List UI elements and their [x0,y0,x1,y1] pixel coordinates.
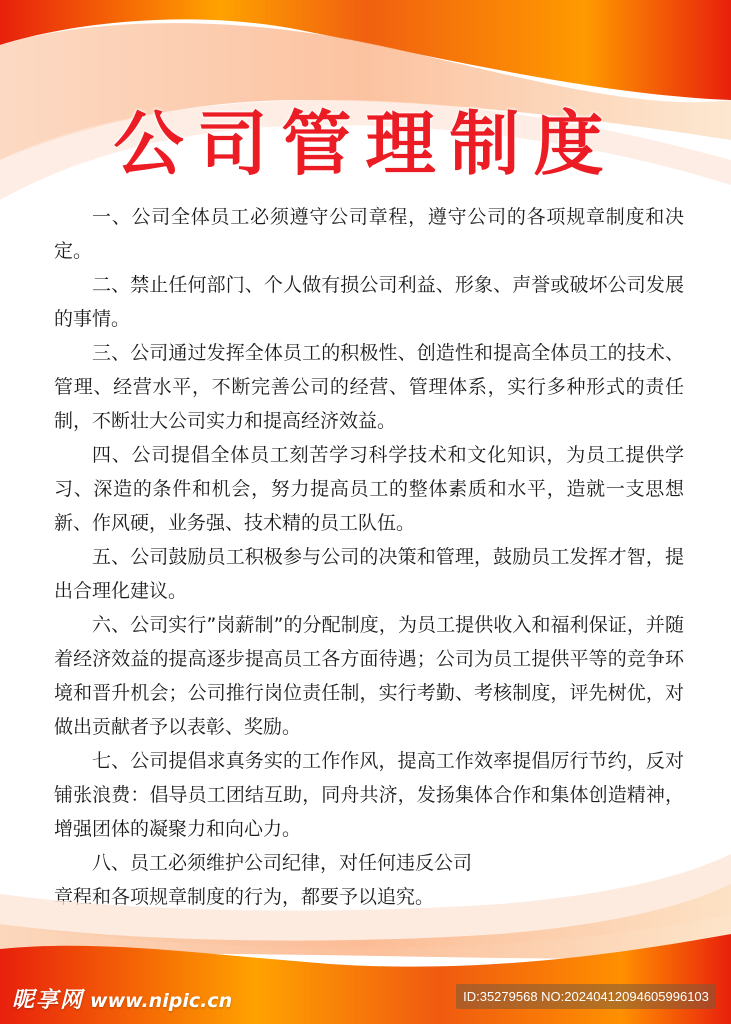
regulations-body [54,200,684,914]
watermark-url: www.nipic.cn [90,990,233,1012]
watermark-logo-text: 昵享网 [12,988,85,1013]
poster-title: 公司管理制度 [113,103,618,185]
regulation-item-6: 六、公司实行”岗薪制”的分配制度，为员工提供收入和福利保证，并随着经济效益的提高逐步提高员工各方面待遇；公司为员工提供平等的竞争环境和晋升机会；公司推行岗位责任制，实行考勤、考核制度，评先树优，对做出贡献者予以表彰、奖励。 [54,614,684,738]
regulation-item-1: 一、公司全体员工必须遵守公司章程，遵守公司的各项规章制度和决定。 [54,206,684,262]
regulation-item-3: 三、公司通过发挥全体员工的积极性、创造性和提高全体员工的技术、管理、经营水平，不断完善公司的经营、管理体系，实行多种形式的责任制，不断壮大公司实力和提高经济效益。 [54,342,684,432]
regulation-item-7: 七、公司提倡求真务实的工作作风，提高工作效率提倡厉行节约，反对铺张浪费：倡导员工团结互助，同舟共济，发扬集体合作和集体创造精神，增强团体的凝聚力和向心力。 [54,750,684,840]
watermark-logo [12,983,232,1014]
regulation-item-8-continued: 章程和各项规章制度的行为，都要予以追究。 [54,886,435,908]
regulation-item-2: 二、禁止任何部门、个人做有损公司利益、形象、声誉或破坏公司发展的事情。 [54,274,684,330]
watermark-id-badge: ID:35279568 NO:20240412094605996103 [456,984,716,1009]
regulation-item-5: 五、公司鼓励员工积极参与公司的决策和管理，鼓励员工发挥才智，提出合理化建议。 [54,546,684,602]
regulation-item-8: 八、员工必须维护公司纪律，对任何违反公司 [92,852,473,874]
regulation-item-4: 四、公司提倡全体员工刻苦学习科学技术和文化知识，为员工提供学习、深造的条件和机会，努力提高员工的整体素质和水平，造就一支思想新、作风硬，业务强、技术精的员工队伍。 [54,444,684,534]
